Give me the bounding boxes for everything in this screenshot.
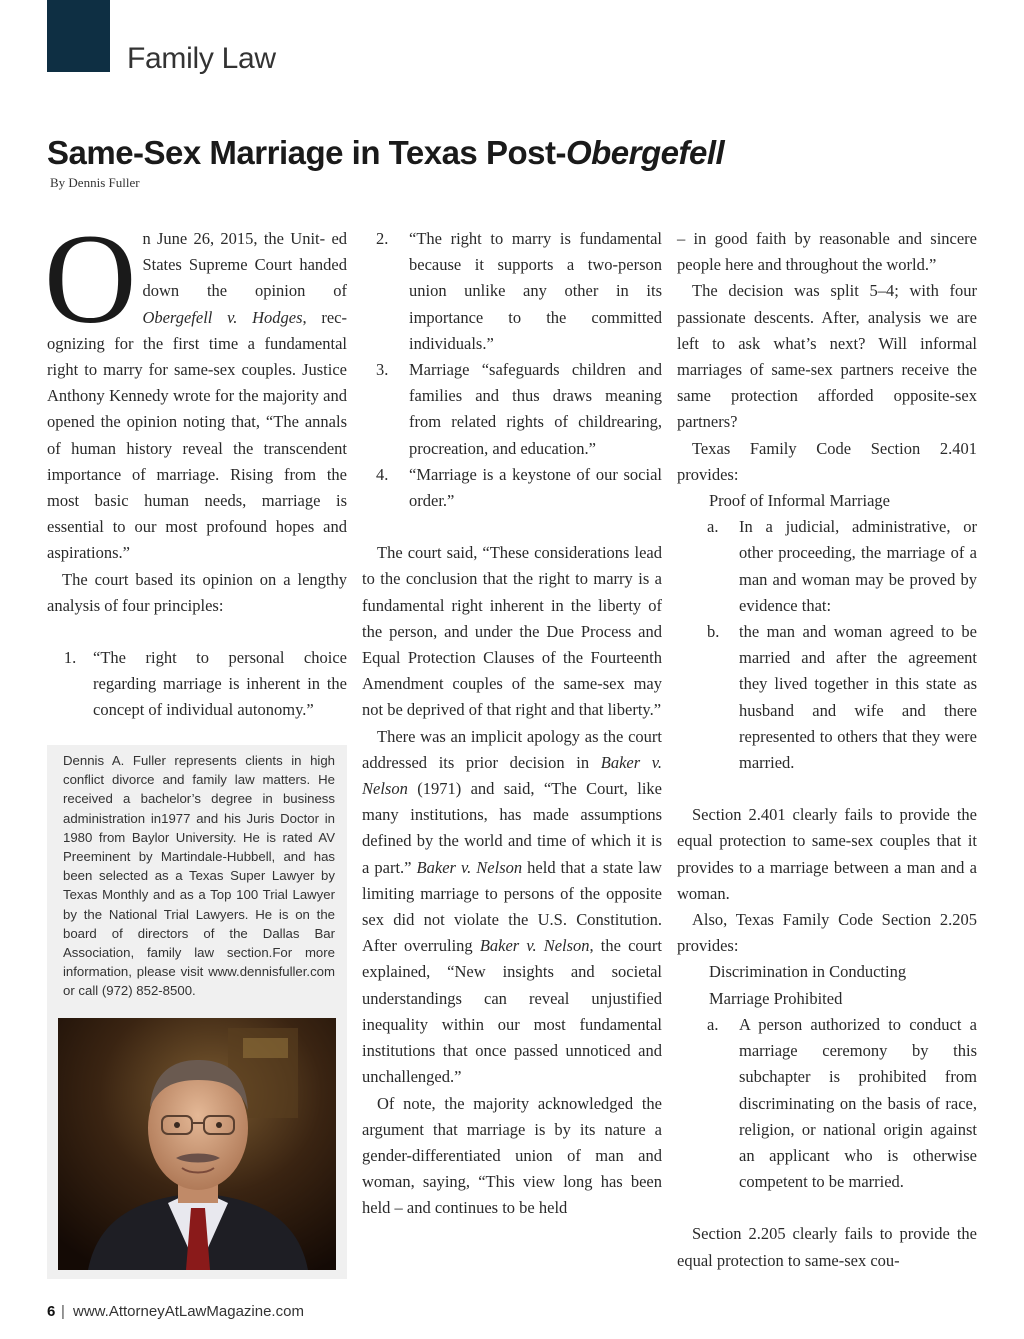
opening-line: n June 26, 2015, the Unit- <box>142 229 326 248</box>
item-number: 2. <box>376 229 389 248</box>
article-title <box>47 134 724 172</box>
numbered-item <box>47 645 347 724</box>
drop-cap: O <box>44 208 137 350</box>
text-run: There was an implicit apology as the court addressed its prior decision in <box>362 726 662 772</box>
statute-item <box>677 1012 977 1195</box>
item-text: A person authorized to conduct a marriage ceremony by this subchapter is prohibited from discriminating on the basis of race, religion, or national origin against an applicant who is otherwise competent to be married. <box>739 1014 977 1192</box>
case-name: Obergefell v. Hodges <box>142 307 303 327</box>
column-1 <box>44 208 348 724</box>
paragraph: Texas Family Code Section 2.401 provides: <box>677 438 977 484</box>
section-color-block <box>47 0 110 72</box>
article-byline: By Dennis Fuller <box>50 175 140 190</box>
item-text: “The right to marry is fundamental because it supports a two-person union unlike any other in its importance to the committed individuals.” <box>409 229 662 353</box>
opening-line: handed down the opinion <box>142 255 348 301</box>
paragraph: Also, Texas Family Code Section 2.205 provides: <box>677 910 977 956</box>
article-title-prefix: Same-Sex Marriage in Texas Post- <box>47 134 566 171</box>
opening-line: ed States Supreme Court <box>142 229 348 275</box>
column-3 <box>677 226 977 1274</box>
statute-heading: Marriage Prohibited <box>709 988 843 1008</box>
statute-item <box>677 514 977 619</box>
item-letter: b. <box>707 622 720 642</box>
opening-line: , rec- <box>302 307 347 327</box>
page-number: 6 <box>47 1303 56 1320</box>
case-name: Baker v. Nelson <box>362 752 662 799</box>
item-text: “Marriage is a keystone of our social order.” <box>409 464 662 511</box>
item-number: 4. <box>376 464 389 484</box>
item-text: “The right to personal choice regarding marriage is inherent in the concept of individual autonomy.” <box>93 648 347 720</box>
item-number: 3. <box>376 360 389 380</box>
author-bio-box <box>47 745 347 1279</box>
column-2 <box>362 226 662 1222</box>
text-run: (1971) and said, “The Court, like many institutions, has made assumptions defined by the world and time of which it is a part.” <box>362 779 662 877</box>
paragraph: Of note, the majority acknowledged the argument that marriage is by its nature a gender-differentiated union of man and woman, saying, “This view long has been held – and continues to be held <box>362 1093 662 1218</box>
paragraph: The court based its opinion on a lengthy analysis of four principles: <box>47 569 347 615</box>
section-label: Family Law <box>127 42 276 75</box>
paragraph: Section 2.401 clearly fails to provide the equal protection to same-sex couples that it provides to a marriage between a man and a woman. <box>677 805 977 903</box>
statute-heading: Proof of Informal Marriage <box>709 491 890 511</box>
text-run: , the court explained, “New insights and societal understandings can reveal unjustified inequality within our most fundamental institutions that once passed unnoticed and unchallenged.” <box>362 936 662 1087</box>
case-name: Baker v. Nelson <box>479 936 590 956</box>
statute-heading: Discrimination in Conducting <box>709 962 907 982</box>
text-run: held that a state law limiting marriage to persons of the opposite sex did not violate the U.S. Constitution. After overruling <box>362 857 662 956</box>
numbered-item <box>362 357 662 462</box>
article-title-italic: Obergefell <box>565 134 725 171</box>
paragraph: The court said, “These considerations lead to the conclusion that the right to marry is a fundamental right inherent in the liberty of the person, and under the Due Process and Equal Protection Clauses of the Fourteenth Amendment couples of the same-sex may not be deprived of that right and that liberty.” <box>362 543 662 720</box>
paragraph: The decision was split 5–4; with four passionate descents. After, analysis we are left to ask what’s next? Will informal marriages of same-sex partners receive the same protection afforded opposite-sex partners? <box>677 281 977 432</box>
paragraph: Section 2.205 clearly fails to provide the equal protection to same-sex cou- <box>677 1224 977 1270</box>
numbered-item <box>362 226 662 357</box>
item-text: the man and woman agreed to be married and after the agreement they lived together in this state as husband and wife and there represented to others that they were married. <box>739 622 977 773</box>
item-letter: a. <box>707 1014 719 1034</box>
opening-paragraph <box>44 208 348 567</box>
item-letter: a. <box>707 517 719 537</box>
numbered-item <box>362 462 662 514</box>
paragraph: – in good faith by reasonable and sincere people here and throughout the world.” <box>677 229 977 275</box>
case-name: Baker v. Nelson <box>416 857 523 877</box>
opening-line: of <box>333 281 347 301</box>
item-number: 1. <box>63 648 77 668</box>
item-text: Marriage “safeguards children and families and thus draws meaning from related rights of childrearing, procreation, and education.” <box>409 360 662 458</box>
item-text: In a judicial, administrative, or other proceeding, the marriage of a man and woman may be proved by evidence that: <box>739 517 977 615</box>
opening-paragraph-rest: ognizing for the first time a fundamental right to marry for same-sex couples. Justice Anthony Kennedy wrote for the majority and opened the opinion noting that, “The annals of human history reveal the transcendent importance of marriage. Rising from the most basic human needs, marriage is essential to our most profound hopes and aspirations.” <box>47 333 347 563</box>
author-portrait <box>58 1018 336 1270</box>
footer-separator: | <box>61 1303 65 1320</box>
statute-item <box>677 619 977 776</box>
author-bio-text: Dennis A. Fuller represents clients in high conflict divorce and family law matters. He received a bachelor’s degree in business administration in1977 and his Juris Doctor in 1980 from Baylor University. He is rated AV Preeminent by Martindale-Hubbell, and has been selected as a Texas Super Lawyer by Texas Monthly and as a Top 100 Trial Lawyer by the National Trial Lawyers. He is on the board of directors of the Dallas Bar Association, family law section.For more information, please visit www.dennisfuller.com or call (972) 852-8500. <box>63 753 335 999</box>
footer-url[interactable]: www.AttorneyAtLawMagazine.com <box>73 1303 304 1320</box>
paragraph <box>362 724 662 1091</box>
portrait-image <box>58 1018 336 1270</box>
